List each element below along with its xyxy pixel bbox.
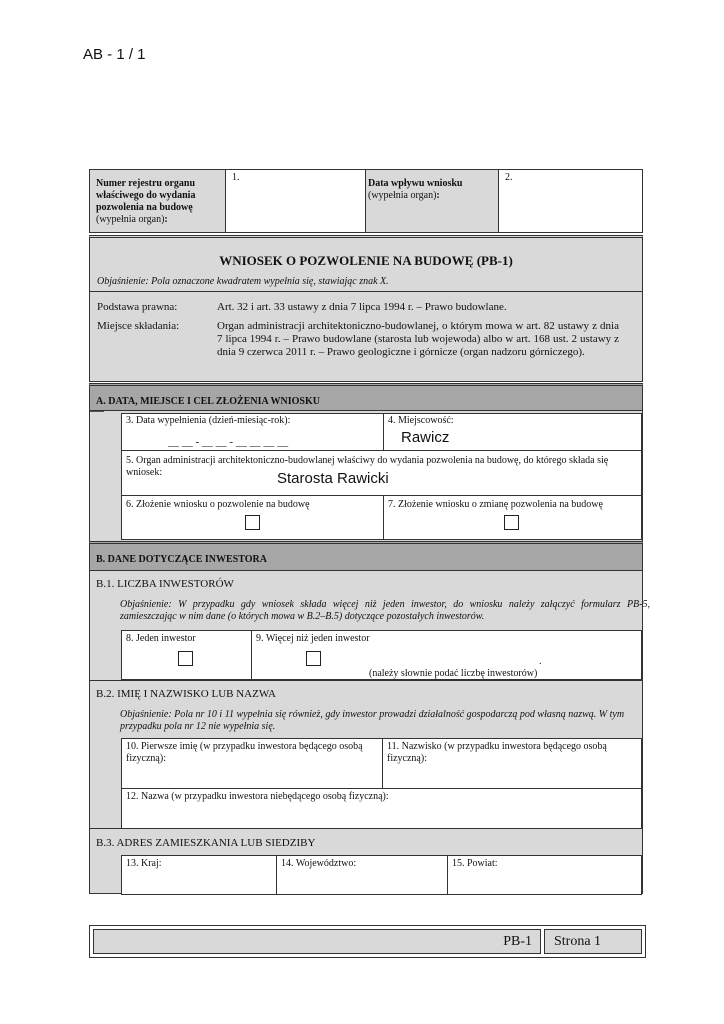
locality-value: Rawicz — [401, 429, 450, 446]
first-name-field[interactable] — [121, 738, 383, 789]
entity-name-field[interactable] — [121, 788, 642, 829]
field-12-label: 12. Nazwa (w przypadku inwestora niebędącego osobą fizyczną): — [126, 791, 389, 802]
section-a-header — [89, 383, 643, 411]
field-14-label: 14. Województwo: — [281, 858, 357, 869]
field-3-label: 3. Data wypełnienia (dzień-miesiąc-rok): — [126, 415, 291, 426]
fill-date-field[interactable] — [121, 413, 384, 451]
field-number-1: 1. — [232, 172, 240, 183]
country-field[interactable] — [121, 855, 277, 895]
form-title: WNIOSEK O POZWOLENIE NA BUDOWĘ (PB-1) — [219, 253, 513, 268]
field-7-label: 7. Złożenie wniosku o zmianę pozwolenia na budowę — [388, 499, 603, 510]
footer-form-code: PB-1 — [503, 934, 532, 949]
b1-explanation: Objaśnienie: W przypadku gdy wniosek składa więcej niż jeden inwestor, do wniosku należy załączyć formularz PB-5, zamieszczając w nim dane (o których mowa w B.2–B.5) dotyczące pozostałych inwestorów. — [120, 599, 650, 622]
b2-title: B.2. IMIĘ I NAZWISKO LUB NAZWA — [96, 688, 276, 700]
investors-count-dot: . — [539, 656, 542, 667]
county-field[interactable] — [447, 855, 642, 895]
date-label-cell: Data wpływu wniosku (wypełnia organ): — [366, 170, 499, 232]
field-15-label: 15. Powiat: — [452, 858, 498, 869]
registry-number-field[interactable] — [226, 170, 366, 232]
last-name-field[interactable] — [382, 738, 642, 789]
footer-page-number: Strona 1 — [554, 934, 602, 949]
header-box — [89, 169, 643, 233]
submission-place-text: Organ administracji architektoniczno-budowlanej, o którym mowa w art. 82 ustawy z dnia 7 lipca 1994 r. – Prawo budowlane (starosta lub wojewoda) albo w art. 168 ust. 2 ustawy z dnia 9 czerwca 2011 r. – Prawo geologiczne i górnicze (organ nadzoru górniczego). — [217, 320, 619, 358]
locality-field[interactable] — [383, 413, 642, 451]
field-9-label: 9. Więcej niż jeden inwestor — [256, 633, 370, 644]
field-6-label: 6. Złożenie wniosku o pozwolenie na budowę — [126, 499, 310, 510]
legal-block — [89, 292, 643, 382]
footer-main-cell — [93, 929, 541, 954]
field-number-2: 2. — [505, 172, 513, 183]
registry-fill-note: (wypełnia organ) — [96, 214, 165, 225]
field-11-label: 11. Nazwisko (w przypadku inwestora będącego osobą fizyczną): — [387, 741, 607, 764]
registry-label: Numer rejestru organu właściwego do wydania pozwolenia na budowę — [96, 178, 196, 213]
submission-place-label: Miejsce składania: — [97, 320, 180, 332]
b3-title: B.3. ADRES ZAMIESZKANIA LUB SIEDZIBY — [96, 837, 316, 849]
multiple-investors-field — [251, 630, 642, 680]
multiple-investors-checkbox[interactable] — [306, 651, 321, 666]
permit-application-checkbox[interactable] — [245, 515, 260, 530]
legal-basis-label: Podstawa prawna: — [97, 301, 178, 313]
b2-explanation: Objaśnienie: Pola nr 10 i 11 wypełnia się również, gdy inwestor prowadzi działalność gospodarczą pod własną nazwą. W tym przypadku pola nr 12 nie wypełnia się. — [120, 709, 625, 732]
single-investor-field — [121, 630, 252, 680]
permit-application-field — [121, 495, 384, 540]
permit-change-checkbox[interactable] — [504, 515, 519, 530]
section-b-header — [89, 541, 643, 571]
date-fill-note: (wypełnia organ) — [368, 190, 437, 201]
field-13-label: 13. Kraj: — [126, 858, 162, 869]
date-received-label: Data wpływu wniosku — [368, 178, 463, 189]
legal-basis-text: Art. 32 i art. 33 ustawy z dnia 7 lipca 1994 r. – Prawo budowlane. — [217, 301, 507, 313]
footer-box — [89, 925, 646, 958]
registry-label-cell: Numer rejestru organu właściwego do wydania pozwolenia na budowę (wypełnia organ): — [90, 170, 226, 232]
section-a-divider — [90, 411, 104, 412]
page-label: AB - 1 / 1 — [83, 46, 146, 63]
footer-page-cell — [544, 929, 642, 954]
field-8-label: 8. Jeden inwestor — [126, 633, 196, 644]
permit-change-field — [383, 495, 642, 540]
date-received-field[interactable] — [499, 170, 642, 232]
fill-date-placeholder: __ __ - __ __ - __ __ __ __ — [168, 436, 289, 448]
single-investor-checkbox[interactable] — [178, 651, 193, 666]
voivodeship-field[interactable] — [276, 855, 448, 895]
b1-title: B.1. LICZBA INWESTORÓW — [96, 578, 234, 590]
title-block — [89, 235, 643, 292]
authority-value: Starosta Rawicki — [277, 470, 389, 487]
field-5-label: 5. Organ administracji architektoniczno-budowlanej właściwy do wydania pozwolenia na budowę, do którego składa się wniosek: — [126, 455, 609, 478]
section-a-title: A. DATA, MIEJSCE I CEL ZŁOŻENIA WNIOSKU — [96, 396, 320, 407]
field-4-label: 4. Miejscowość: — [388, 415, 454, 426]
authority-field[interactable] — [121, 450, 642, 496]
investors-count-note[interactable]: (należy słownie podać liczbę inwestorów) — [369, 668, 538, 679]
form-explanation: Objaśnienie: Pola oznaczone kwadratem wypełnia się, stawiając znak X. — [97, 276, 389, 287]
field-10-label: 10. Pierwsze imię (w przypadku inwestora będącego osobą fizyczną): — [126, 741, 363, 764]
section-b-title: B. DANE DOTYCZĄCE INWESTORA — [96, 554, 267, 565]
